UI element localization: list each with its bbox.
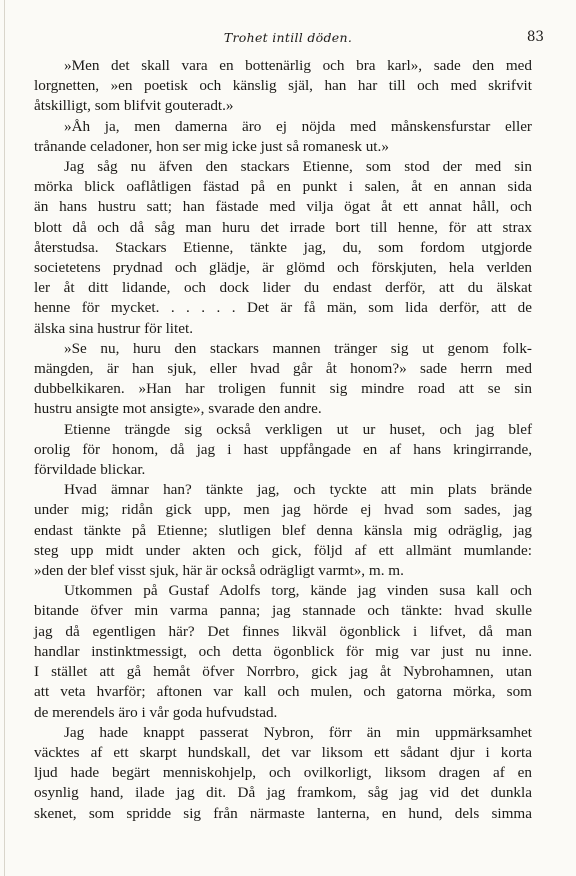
running-head bbox=[0, 30, 576, 50]
text-line: mängden, är han sjuk, eller hvad går åt honom?» sade herrn med bbox=[34, 360, 532, 378]
text-line: mörka blick oaflåtligen fästad på en punkt i salen, åt en annan sida bbox=[34, 178, 532, 196]
text-line: under mig; ridån gick upp, men jag hörde ej hvad som sades, jag bbox=[34, 501, 532, 519]
paragraph bbox=[34, 157, 532, 339]
text-line: jag då egentligen här? Det finnes likväl ögonblick i lifvet, då man bbox=[34, 622, 532, 640]
text-line: åtskilligt, som blifvit gouteradt.» bbox=[34, 97, 234, 115]
text-line: återstudsa. Stackars Etienne, tänkte jag, du, som fordom utgjorde bbox=[34, 238, 532, 256]
paragraph bbox=[34, 339, 532, 420]
paragraph bbox=[34, 723, 532, 824]
body-text bbox=[34, 56, 532, 824]
text-line: än hans hustru satt; han fästade med vilja ögat åt ett annat håll, och bbox=[34, 198, 532, 216]
text-line: ljud hade begärt menniskohjelp, och ovilkorligt, liksom dragen af en bbox=[34, 764, 532, 782]
text-line: »Men det skall vara en bottenärlig och bra karl», sade den med bbox=[64, 57, 532, 74]
running-title: Trohet intill döden. bbox=[223, 30, 353, 45]
text-line: Jag såg nu äfven den stackars Etienne, som stod der med sin bbox=[64, 158, 532, 176]
text-line: societetens prydnad och glädje, är glömd och förskjuten, hela verlden bbox=[34, 259, 532, 277]
text-line: handlar instinktmessigt, och detta ögonblick för mig var just nu inne. bbox=[34, 642, 532, 660]
paragraph bbox=[34, 581, 532, 722]
text-line: väcktes af ett skarpt hundskall, det var liksom ett sådant djur i korta bbox=[34, 743, 532, 761]
text-line: att veta hvarför; aftonen var kall och mulen, och gatorna mörka, som bbox=[34, 683, 532, 701]
text-line: förvildade blickar. bbox=[34, 461, 146, 479]
text-line: ler åt ditt lidande, och dock lider du endast derför, att du älskat bbox=[34, 279, 532, 297]
text-line: »Åh ja, men damerna äro ej nöjda med månskensfurstar eller bbox=[64, 117, 532, 135]
paragraph bbox=[34, 117, 532, 157]
text-line: trånande celadoner, hon ser mig icke just så romanesk ut.» bbox=[34, 137, 389, 155]
paragraph bbox=[34, 480, 532, 581]
text-line: Utkommen på Gustaf Adolfs torg, kände jag vinden susa kall och bbox=[64, 582, 532, 600]
text-line: Hvad ämnar han? tänkte jag, och tyckte att min plats brände bbox=[64, 481, 532, 499]
text-line: I stället att gå hemåt öfver Norrbro, gick jag åt Nybrohamnen, utan bbox=[34, 663, 532, 681]
page-edge bbox=[4, 0, 5, 876]
paragraph bbox=[34, 56, 532, 117]
text-line: Jag hade knappt passerat Nybron, förr än min uppmärksamhet bbox=[64, 723, 532, 741]
text-line: »Se nu, huru den stackars mannen tränger sig ut genom folk- bbox=[64, 339, 532, 357]
text-line: steg upp midt under akten och gick, följd af ett allmänt mumlande: bbox=[34, 541, 532, 559]
paragraph bbox=[34, 420, 532, 481]
page-number: 83 bbox=[526, 29, 544, 45]
text-line: endast tänkte på Etienne; slutligen blef denna känsla mig odräglig, jag bbox=[34, 521, 532, 539]
text-line: »den der blef visst sjuk, här är också odrägligt varmt», m. m. bbox=[34, 562, 404, 580]
text-line: hustru ansigte mot ansigte», svarade den andre. bbox=[34, 400, 322, 418]
text-line: henne för mycket. . . . . . Det är få män, som lida derför, att de bbox=[34, 299, 532, 317]
text-line: blott då och då såg man huru det irrade bort till henne, för att strax bbox=[34, 218, 532, 236]
text-line: de merendels äro i vår goda hufvudstad. bbox=[34, 703, 278, 721]
text-line: Etienne trängde sig också verkligen ut ur huset, och jag blef bbox=[64, 420, 532, 438]
text-line: dubbelkikaren. »Han har troligen funnit sig mindre road att se sin bbox=[34, 380, 532, 398]
text-line: orolig för honom, då jag i hast uppfångade en af hans kringirrande, bbox=[34, 440, 532, 458]
text-line: osynlig hand, ilade jag dit. Då jag framkom, såg jag vid det dunkla bbox=[34, 784, 532, 802]
text-line: lorgnetten, »en poetisk och känslig själ, han har till och med skrifvit bbox=[34, 77, 532, 95]
text-line: skenet, som spridde sig från närmaste lanterna, en hund, dels simma bbox=[34, 804, 532, 822]
text-line: bitande öfver min varma panna; jag stannade och tänkte: hvad skulle bbox=[34, 602, 532, 620]
text-line: älska sina hustrur för litet. bbox=[34, 319, 194, 337]
